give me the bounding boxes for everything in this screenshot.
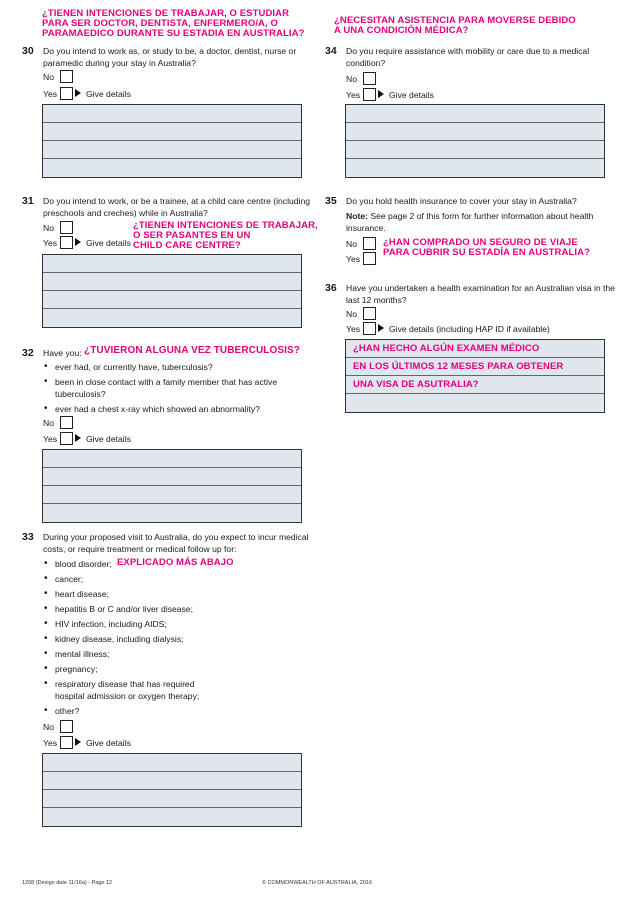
- arrow-right-icon: [75, 89, 81, 97]
- q33-yes-checkbox[interactable]: [60, 736, 73, 749]
- question-number: 34: [325, 45, 337, 57]
- question-number: 30: [22, 45, 34, 57]
- annotation-line: PARA CUBRIR SU ESTADÍA EN AUSTRALIA?: [383, 247, 590, 258]
- q36-no-checkbox[interactable]: [363, 307, 376, 320]
- q34-no-checkbox[interactable]: [363, 72, 376, 85]
- give-details-label: Give details: [86, 89, 131, 99]
- give-details-label: Give details: [86, 434, 131, 444]
- annotation-line: ¿NECESITAN ASISTENCIA PARA MOVERSE DEBIDO: [334, 15, 576, 26]
- q32-yes-checkbox[interactable]: [60, 432, 73, 445]
- yes-label: Yes: [346, 90, 361, 100]
- annotation-line: PARA SER DOCTOR, DENTISTA, ENFERMERO/A, O: [42, 18, 278, 29]
- footer-page-info: 1208 (Design date 11/16a) - Page 12: [22, 880, 113, 886]
- details-row[interactable]: [43, 105, 301, 123]
- footer-copyright: © COMMONWEALTH OF AUSTRALIA, 2016: [262, 880, 372, 886]
- text-line: last 12 months?: [346, 295, 407, 305]
- annotation-line: EN LOS ÚLTIMOS 12 MESES PARA OBTENER: [353, 361, 564, 372]
- text-line: Do you intend to work as, or study to be, a doctor, dentist, nurse or: [43, 46, 297, 56]
- q32-bullet-list: [55, 361, 305, 415]
- details-row[interactable]: [43, 754, 301, 772]
- q31-details-field[interactable]: [42, 254, 302, 328]
- no-label: No: [43, 223, 54, 233]
- q32-no-checkbox[interactable]: [60, 416, 73, 429]
- details-row[interactable]: [346, 358, 604, 376]
- text-line: Have you undertaken a health examination for an Australian visa in the: [346, 283, 615, 293]
- details-row[interactable]: [43, 255, 301, 273]
- yes-label: Yes: [43, 434, 58, 444]
- annotation-line: ¿TIENEN INTENCIONES DE TRABAJAR,: [133, 220, 318, 231]
- q32-details-field[interactable]: [42, 449, 302, 523]
- details-row[interactable]: [43, 772, 301, 790]
- list-item: • blood disorder;: [55, 558, 305, 573]
- question-number: 31: [22, 195, 34, 207]
- note-label: Note:: [346, 211, 368, 221]
- no-label: No: [43, 418, 54, 428]
- annotation-line: ¿HAN COMPRADO UN SEGURO DE VIAJE: [383, 237, 578, 248]
- details-row[interactable]: [43, 309, 301, 327]
- details-row[interactable]: [346, 340, 604, 358]
- list-item: • hepatitis B or C and/or liver disease;: [55, 603, 305, 618]
- question-36-text: [346, 282, 615, 306]
- annotation-line: A UNA CONDICIÓN MÉDICA?: [334, 25, 469, 36]
- question-35-text: Do you hold health insurance to cover your stay in Australia?: [346, 196, 577, 206]
- text-line: Do you require assistance with mobility or care due to a medical: [346, 46, 590, 56]
- question-35-note: [346, 210, 593, 234]
- q30-yes-checkbox[interactable]: [60, 87, 73, 100]
- question-31-text: [43, 195, 310, 219]
- details-row[interactable]: [346, 105, 604, 123]
- q34-details-field[interactable]: [345, 104, 605, 178]
- annotation-q35: [383, 238, 590, 258]
- annotation-line: O SER PASANTES EN UN: [133, 230, 251, 241]
- give-details-hap-label: Give details (including HAP ID if available): [389, 324, 550, 334]
- no-label: No: [346, 74, 357, 84]
- question-33-text: [43, 531, 309, 555]
- annotation-line: ¿HAN HECHO ALGÚN EXAMEN MÉDICO: [353, 343, 540, 354]
- annotation-line: ¿TIENEN INTENCIONES DE TRABAJAR, O ESTUDIAR: [42, 8, 290, 19]
- give-details-label: Give details: [86, 238, 131, 248]
- details-row[interactable]: [346, 159, 604, 177]
- q30-no-checkbox[interactable]: [60, 70, 73, 83]
- list-item: • cancer;: [55, 573, 305, 588]
- text-line: paramedic during your stay in Australia?: [43, 58, 196, 68]
- yes-label: Yes: [346, 254, 361, 264]
- no-label: No: [346, 309, 357, 319]
- q36-details-field[interactable]: [345, 339, 605, 413]
- annotation-line: CHILD CARE CENTRE?: [133, 240, 241, 251]
- list-item: • other?: [55, 705, 305, 720]
- no-label: No: [43, 72, 54, 82]
- text-line: insurance.: [346, 223, 386, 233]
- list-item: • respiratory disease that has required: [55, 678, 305, 690]
- q30-details-field[interactable]: [42, 104, 302, 178]
- annotation-q33: EXPLICADO MÁS ABAJO: [117, 557, 234, 568]
- give-details-label: Give details: [86, 738, 131, 748]
- details-row[interactable]: [346, 123, 604, 141]
- details-row[interactable]: [43, 504, 301, 522]
- details-row[interactable]: [43, 141, 301, 159]
- list-item-continuation: tuberculosis?: [55, 389, 106, 399]
- details-row[interactable]: [346, 394, 604, 412]
- question-34-text: [346, 45, 589, 69]
- yes-label: Yes: [43, 738, 58, 748]
- q31-no-checkbox[interactable]: [60, 221, 73, 234]
- details-row[interactable]: [43, 291, 301, 309]
- question-30-text: [43, 45, 296, 69]
- list-item: • heart disease;: [55, 588, 305, 603]
- q33-details-field[interactable]: [42, 753, 302, 827]
- list-item: • been in close contact with a family member that has active: [55, 376, 305, 388]
- q33-no-checkbox[interactable]: [60, 720, 73, 733]
- question-number: 33: [22, 531, 34, 543]
- no-label: No: [43, 722, 54, 732]
- list-item: • pregnancy;: [55, 663, 305, 678]
- list-item: • kidney disease, including dialysis;: [55, 633, 305, 648]
- details-row[interactable]: [43, 273, 301, 291]
- arrow-right-icon: [75, 238, 81, 246]
- details-row[interactable]: [43, 808, 301, 826]
- q35-no-checkbox[interactable]: [363, 237, 376, 250]
- question-number: 32: [22, 347, 34, 359]
- yes-label: Yes: [43, 89, 58, 99]
- no-label: No: [346, 239, 357, 249]
- arrow-right-icon: [378, 90, 384, 98]
- q35-yes-checkbox[interactable]: [363, 252, 376, 265]
- text-line: preschools and creches) while in Australia?: [43, 208, 208, 218]
- annotation-q30: [42, 9, 304, 39]
- q36-yes-checkbox[interactable]: [363, 322, 376, 335]
- question-32-text: Have you:: [43, 348, 82, 358]
- details-row[interactable]: [43, 790, 301, 808]
- list-item: • ever had, or currently have, tuberculosis?: [55, 361, 305, 373]
- details-row[interactable]: [346, 376, 604, 394]
- text-line: costs, or require treatment or medical follow up for:: [43, 544, 237, 554]
- list-item: • ever had a chest x-ray which showed an abnormality?: [55, 403, 305, 415]
- annotation-line: PARAMAEDICO DURANTE SU ESTADIA EN AUSTRALIA?: [42, 28, 305, 39]
- annotation-q34: [334, 16, 576, 36]
- list-item-continuation: hospital admission or oxygen therapy;: [55, 691, 200, 701]
- list-item: • HIV infection, including AIDS;: [55, 618, 305, 633]
- details-row[interactable]: [346, 141, 604, 159]
- q33-bullet-list: [55, 558, 305, 720]
- text-line: condition?: [346, 58, 386, 68]
- question-number: 35: [325, 195, 337, 207]
- details-row[interactable]: [43, 123, 301, 141]
- yes-label: Yes: [346, 324, 361, 334]
- details-row[interactable]: [43, 486, 301, 504]
- annotation-line: UNA VISA DE ASUTRALIA?: [353, 379, 479, 390]
- q34-yes-checkbox[interactable]: [363, 88, 376, 101]
- arrow-right-icon: [75, 434, 81, 442]
- details-row[interactable]: [43, 159, 301, 177]
- annotation-q31: [133, 221, 318, 251]
- give-details-label: Give details: [389, 90, 434, 100]
- yes-label: Yes: [43, 238, 58, 248]
- question-number: 36: [325, 282, 337, 294]
- q31-yes-checkbox[interactable]: [60, 236, 73, 249]
- text-line: Do you intend to work, or be a trainee, at a child care centre (including: [43, 196, 311, 206]
- details-row[interactable]: [43, 450, 301, 468]
- details-row[interactable]: [43, 468, 301, 486]
- annotation-q32: ¿TUVIERON ALGUNA VEZ TUBERCULOSIS?: [84, 345, 300, 356]
- list-item: • mental illness;: [55, 648, 305, 663]
- arrow-right-icon: [75, 738, 81, 746]
- arrow-right-icon: [378, 324, 384, 332]
- text-line: See page 2 of this form for further information about health: [367, 211, 594, 221]
- text-line: During your proposed visit to Australia, do you expect to incur medical: [43, 532, 309, 542]
